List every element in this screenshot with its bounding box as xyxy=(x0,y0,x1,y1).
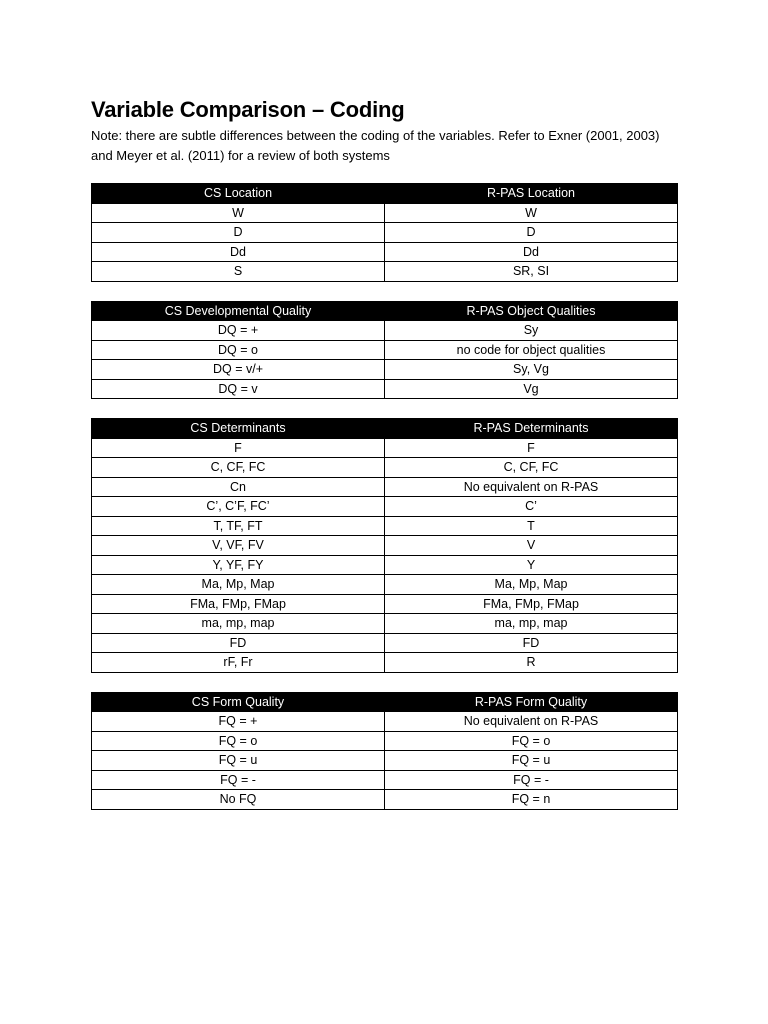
rpas-code-cell: V xyxy=(385,536,678,556)
note-paragraph: Note: there are subtle differences between the coding of the variables. Refer to Exner (2001, 2003) and Meyer et al. (2011) for a review of both systems xyxy=(91,128,660,163)
rpas-code-cell: F xyxy=(385,438,678,458)
rpas-code-cell: FMa, FMp, FMap xyxy=(385,594,678,614)
cs-column-header: CS Form Quality xyxy=(92,692,385,712)
rpas-code-cell: Ma, Mp, Map xyxy=(385,575,678,595)
cs-code-cell: F xyxy=(92,438,385,458)
table-row xyxy=(92,731,678,751)
cs-code-cell: S xyxy=(92,262,385,282)
cs-code-cell: D xyxy=(92,223,385,243)
table-row xyxy=(92,321,678,341)
rpas-code-cell: C’ xyxy=(385,497,678,517)
table-row xyxy=(92,223,678,243)
table-row xyxy=(92,536,678,556)
rpas-code-cell: Sy xyxy=(385,321,678,341)
table-row xyxy=(92,379,678,399)
table-row xyxy=(92,555,678,575)
table-row xyxy=(92,438,678,458)
cs-code-cell: rF, Fr xyxy=(92,653,385,673)
cs-code-cell: V, VF, FV xyxy=(92,536,385,556)
form-quality-comparison-table xyxy=(91,692,678,810)
cs-code-cell: Cn xyxy=(92,477,385,497)
table-row xyxy=(92,203,678,223)
table-row xyxy=(92,458,678,478)
table-row xyxy=(92,594,678,614)
rpas-column-header: R-PAS Object Qualities xyxy=(385,301,678,321)
table-row xyxy=(92,477,678,497)
table-row xyxy=(92,242,678,262)
cs-column-header: CS Determinants xyxy=(92,419,385,439)
cs-code-cell: ma, mp, map xyxy=(92,614,385,634)
cs-code-cell: Dd xyxy=(92,242,385,262)
rpas-code-cell: FD xyxy=(385,633,678,653)
rpas-code-cell: FQ = o xyxy=(385,731,678,751)
cs-code-cell: FQ = o xyxy=(92,731,385,751)
rpas-code-cell: No equivalent on R-PAS xyxy=(385,712,678,732)
table-header-row xyxy=(92,419,678,439)
cs-code-cell: No FQ xyxy=(92,790,385,810)
table-header-row xyxy=(92,692,678,712)
rpas-code-cell: ma, mp, map xyxy=(385,614,678,634)
rpas-code-cell: FQ = u xyxy=(385,751,678,771)
cs-column-header: CS Developmental Quality xyxy=(92,301,385,321)
cs-code-cell: Y, YF, FY xyxy=(92,555,385,575)
rpas-column-header: R-PAS Determinants xyxy=(385,419,678,439)
determinants-comparison-table xyxy=(91,418,678,673)
cs-code-cell: W xyxy=(92,203,385,223)
cs-code-cell: FQ = - xyxy=(92,770,385,790)
rpas-code-cell: R xyxy=(385,653,678,673)
table-row xyxy=(92,770,678,790)
rpas-code-cell: Y xyxy=(385,555,678,575)
table-row xyxy=(92,653,678,673)
table-row xyxy=(92,497,678,517)
cs-code-cell: FMa, FMp, FMap xyxy=(92,594,385,614)
rpas-column-header: R-PAS Form Quality xyxy=(385,692,678,712)
table-row xyxy=(92,340,678,360)
rpas-code-cell: SR, SI xyxy=(385,262,678,282)
rpas-code-cell: Dd xyxy=(385,242,678,262)
developmental-quality-comparison-table xyxy=(91,301,678,400)
rpas-code-cell: W xyxy=(385,203,678,223)
rpas-code-cell: Vg xyxy=(385,379,678,399)
cs-code-cell: FQ = u xyxy=(92,751,385,771)
table-row xyxy=(92,633,678,653)
table-row xyxy=(92,516,678,536)
rpas-code-cell: FQ = n xyxy=(385,790,678,810)
rpas-column-header: R-PAS Location xyxy=(385,184,678,204)
cs-code-cell: DQ = o xyxy=(92,340,385,360)
table-row xyxy=(92,614,678,634)
page-title: Variable Comparison – Coding xyxy=(91,97,405,122)
table-header-row xyxy=(92,184,678,204)
cs-code-cell: Ma, Mp, Map xyxy=(92,575,385,595)
table-row xyxy=(92,575,678,595)
rpas-code-cell: D xyxy=(385,223,678,243)
rpas-code-cell: no code for object qualities xyxy=(385,340,678,360)
table-row xyxy=(92,790,678,810)
cs-code-cell: T, TF, FT xyxy=(92,516,385,536)
table-row xyxy=(92,360,678,380)
table-row xyxy=(92,712,678,732)
document-page xyxy=(91,96,678,810)
rpas-code-cell: Sy, Vg xyxy=(385,360,678,380)
table-row xyxy=(92,751,678,771)
location-comparison-table xyxy=(91,183,678,282)
cs-code-cell: DQ = v/+ xyxy=(92,360,385,380)
table-header-row xyxy=(92,301,678,321)
cs-code-cell: DQ = + xyxy=(92,321,385,341)
rpas-code-cell: No equivalent on R-PAS xyxy=(385,477,678,497)
cs-code-cell: DQ = v xyxy=(92,379,385,399)
table-row xyxy=(92,262,678,282)
cs-code-cell: C, CF, FC xyxy=(92,458,385,478)
cs-code-cell: FD xyxy=(92,633,385,653)
rpas-code-cell: T xyxy=(385,516,678,536)
cs-code-cell: FQ = + xyxy=(92,712,385,732)
rpas-code-cell: FQ = - xyxy=(385,770,678,790)
rpas-code-cell: C, CF, FC xyxy=(385,458,678,478)
cs-code-cell: C’, C’F, FC’ xyxy=(92,497,385,517)
cs-column-header: CS Location xyxy=(92,184,385,204)
